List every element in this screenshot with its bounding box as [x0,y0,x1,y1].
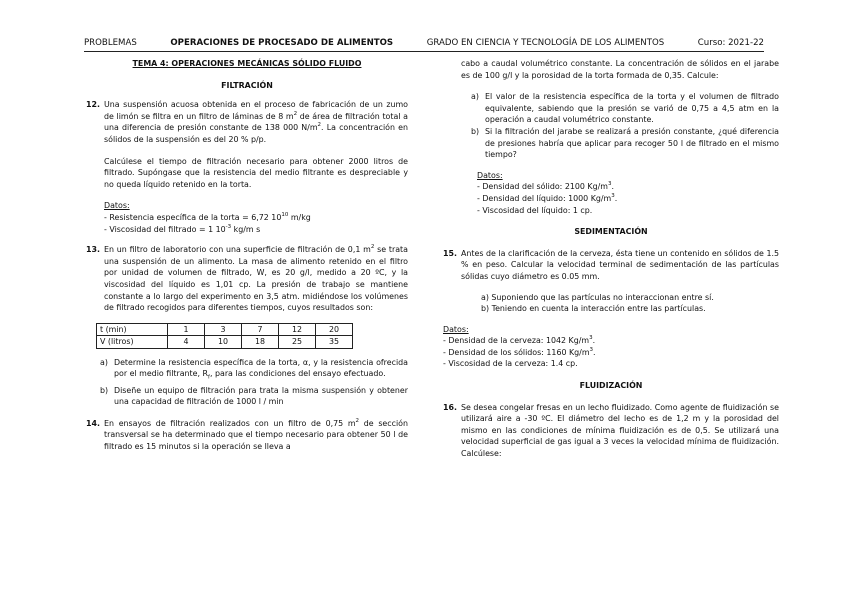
dato-text: - Densidad del sólido: 2100 Kg/m [477,182,608,192]
table-row [97,336,353,349]
tema-title: TEMA 4: OPERACIONES MECÁNICAS SÓLIDO FLUIDO [132,59,362,68]
header-title: OPERACIONES DE PROCESADO DE ALIMENTOS [170,38,394,48]
question-text: El valor de la resistencia específica de la torta y el volumen de filtrado equivalente, sabiendo que la presión se varió de 0,75 a 4,5 atm en la operación a caudal volumétrico constante. [485,92,779,125]
problem-12-text-b: de área de filtración total a una diferencia de presión constante de 138 000 N/m [104,111,408,133]
dato-text: - Densidad de los sólidos: 1160 Kg/m [443,347,590,357]
problem-13-questions [86,357,408,408]
problem-12-dato-1 [86,212,408,224]
problem-14-question-a [471,91,779,126]
page-header [84,38,764,48]
list-label: b) [100,385,109,395]
problem-12-text-a: Una suspensión acuosa obtenida en el proceso de fabricación de un zumo de limón se filtra en un filtro de láminas de 8 m [104,100,408,121]
list-label: a) [100,357,108,367]
sup: 10 [281,211,289,218]
problem-12-text-c: . La concentración en sólidos de la suspensión es del 20 % p/p. [104,123,408,144]
problem-12-number: 12. [86,100,100,110]
problem-16-number: 16. [443,402,457,412]
filtration-data-table [96,323,353,349]
table-cell: 3 [205,323,242,336]
sub: f [208,375,210,382]
table-cell: 20 [316,323,353,336]
problem-12-calc: Calcúlese el tiempo de filtración necesario para obtener 2000 litros de filtrado. Supóngase que la resistencia del medio filtrante es despreciable y no queda líquido retenido en la torta. [104,156,408,189]
list-label: b) [471,126,480,136]
dato-text: - Densidad de la cerveza: 1042 Kg/m [443,336,590,346]
problem-14-datos: Datos: [477,170,503,180]
sup: 3 [589,335,593,342]
sup: 2 [370,244,375,251]
dato-text: kg/m s [231,224,261,234]
dato-text: - Resistencia específica de la torta = 6,72 10 [104,212,282,222]
header-degree: GRADO EN CIENCIA Y TECNOLOGÍA DE LOS ALIMENTOS [426,38,665,48]
problem-13 [86,244,408,314]
sup: 2 [293,110,298,117]
problem-15-number: 15. [443,248,457,258]
problem-14 [86,418,408,453]
question-text: , para las condiciones del ensayo efectuado. [209,369,386,379]
table-cell: 1 [168,323,205,336]
problem-14-questions [443,91,779,161]
problem-14-dato-2: - Densidad del líquido: 1000 $Kg/m^3$. [477,192,618,203]
problem-12 [86,99,408,145]
right-column [443,58,779,460]
problem-13-text-b: se trata una suspensión de un alimento. La masa de alimento retenido en el filtro por unidad de volumen de filtrado, W, es 20 g/l, medido a 20 ºC, y la viscosidad del líquido es 1,01 cp. La presión de trabajo se mantiene constante a lo largo del experimento en 3,5 atm. midiéndose los volúmenes de filtrado recogidos para diferentes tiempos, cuyos resultados son: [104,245,408,313]
problem-13-text-a: En un filtro de laboratorio con una superficie de filtración de 0,1 m [104,245,371,255]
table-cell: V (litros) [97,336,168,349]
problem-14-dato-1: - Densidad del sólido: 2100 $Kg/m^3$. [477,181,614,192]
problem-13-question-a [100,357,408,385]
dato-text: - Viscosidad del filtrado = 1 10 [104,224,226,234]
problem-15-dato-3: - Viscosidad de la cerveza: 1.4 cp. [443,359,578,369]
problem-13-question-b [100,385,408,408]
header-problems: PROBLEMAS [84,38,137,48]
problem-15-dato-1: - Densidad de la cerveza: 1042 $Kg/m^3$. [443,335,596,346]
table-cell: 7 [242,323,279,336]
header-course: Curso: 2021-22 [697,38,764,48]
section-sedimentacion: SEDIMENTACIÓN [574,227,648,237]
left-column [86,58,408,453]
problem-15 [443,248,779,283]
table-row [97,323,353,336]
sup: 3 [589,346,594,353]
problem-15-question-a: a) Suponiendo que las partículas no interaccionan entre sí. [481,292,714,302]
question-text: Determine la resistencia específica de la torta, α, y la resistencia ofrecida por el medio filtrante, R [114,357,408,379]
table-cell: t (min) [97,323,168,336]
table-cell: 10 [205,336,242,349]
problem-12-datos: Datos: [104,201,130,211]
sup: -3 [225,223,232,230]
header-rule [84,51,764,52]
problem-15-question-b: b) Teniendo en cuenta la interacción entre las partículas. [481,304,706,314]
sup: 2 [355,417,360,424]
problem-14-continued: cabo a caudal volumétrico constante. La concentración de sólidos en el jarabe es de 100 g/l y la porosidad de la torta formada de 0,35. Calcule: [461,59,779,80]
problem-15-dato-2: - Densidad de los sólidos: 1160 $Kg/m^3$. [443,346,596,357]
list-label: a) [471,92,479,102]
table-cell: 4 [168,336,205,349]
problem-16 [443,402,779,460]
problem-14-dato-3: - Viscosidad del líquido: 1 cp. [477,205,593,215]
dato-text: - Densidad del líquido: 1000 Kg/m [477,193,612,203]
table-cell: 25 [279,336,316,349]
problem-14-text-a: En ensayos de filtración realizados con un filtro de 0,75 m [104,418,356,428]
problem-15-text: Antes de la clarificación de la cerveza, ésta tiene un contenido en sólidos de 1.5 % en peso. Calcular la velocidad terminal de sedimentación de las partículas sólidas cuyo diámetro es 0.05 mm. [461,248,779,281]
problem-16-text: Se desea congelar fresas en un lecho fluidizado. Como agente de fluidización se utilizará aire a -30 ºC. El diámetro del lecho es de 1,2 m y la porosidad del mismo en las condiciones de mínima fluidización es de 0,5. Se utilizará una velocidad superficial de gas igual a 3 veces la velocidad mínima de fluidización. Calcúlese: [461,402,779,459]
sup: 2 [317,122,322,129]
problem-14-question-b [471,126,779,161]
table-cell: 35 [316,336,353,349]
problem-14-text-b: de sección transversal se ha determinado que el tiempo necesario para obtener 50 l de filtrado es 15 minutos si la operación se lleva a [104,418,408,452]
problem-15-datos: Datos: [443,324,469,334]
problem-14-number: 14. [86,418,100,428]
dato-text: m/kg [288,212,311,222]
section-fluidizacion: FLUIDIZACIÓN [579,381,643,391]
sup: 3 [611,192,615,199]
table-cell: 12 [279,323,316,336]
question-text: Si la filtración del jarabe se realizará a presión constante, ¿qué diferencia de presiones habría que aplicar para recoger 50 l de filtrado en el mismo tiempo? [485,126,779,160]
table-cell: 18 [242,336,279,349]
sup: 3 [607,181,612,188]
question-text: Diseñe un equipo de filtración para trata la misma suspensión y obtener una capacidad de filtración de 1000 l / min [114,385,408,407]
section-filtracion: FILTRACIÓN [221,80,273,90]
problem-12-dato-2 [86,224,408,236]
problem-13-number: 13. [86,245,100,255]
